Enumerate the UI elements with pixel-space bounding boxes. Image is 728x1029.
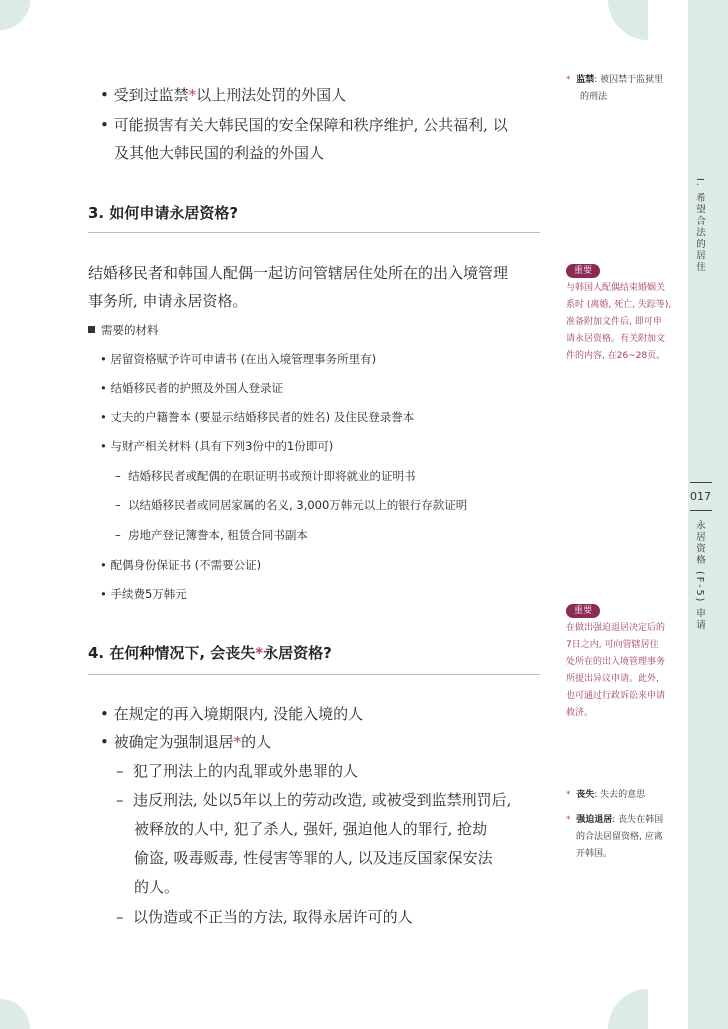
sub-item-text: 以伪造或不正当的方法, 取得永居许可的人 bbox=[133, 908, 413, 926]
important-badge: 重要 bbox=[566, 604, 600, 618]
material-sub-item: – 房地产登记簿誊本, 租赁合同书副本 bbox=[115, 528, 308, 542]
sub-item-text: 犯了刑法上的内乱罪或外患罪的人 bbox=[133, 762, 359, 780]
page-number: 017 bbox=[690, 490, 711, 503]
section-divider bbox=[88, 674, 540, 675]
footnote-star: * bbox=[566, 790, 571, 800]
paragraph-line: 事务所, 申请永居资格。 bbox=[88, 292, 248, 310]
sub-item-continuation: 被释放的人中, 犯了杀人, 强奸, 强迫他人的罪行, 抢劫 bbox=[134, 820, 488, 838]
sub-item: – 违反刑法, 处以5年以上的劳动改造, 或被受到监禁刑罚后, bbox=[116, 791, 512, 809]
sidebar-divider bbox=[690, 510, 712, 511]
bullet-text: 在规定的再入境期限内, 没能入境的人 bbox=[113, 705, 364, 723]
page-tab-decoration bbox=[608, 0, 648, 40]
sidebar-divider bbox=[690, 482, 712, 483]
footnote-star: * bbox=[233, 733, 242, 751]
bullet-text: 以上刑法处罚的外国人 bbox=[196, 86, 347, 104]
bullet-item: • 被确定为强制退居*的人 bbox=[100, 733, 272, 751]
bullet-text: 被确定为强制退居 bbox=[113, 733, 234, 751]
note-line: 7日之内, 可向管辖居住 bbox=[566, 640, 659, 650]
material-text: 居留资格赋予许可申请书 (在出入境管理事务所里有) bbox=[110, 352, 377, 366]
note-term: 丧失 bbox=[576, 790, 595, 800]
note-line: 件的内容, 在26~28页。 bbox=[566, 351, 666, 361]
material-item: • 丈夫的户籍誊本 (要显示结婚移民者的姓名) 及住民登录誊本 bbox=[100, 410, 415, 424]
note-line: 准备附加文件后, 即可申 bbox=[566, 317, 662, 327]
note-term: 监禁 bbox=[576, 75, 595, 85]
note-line: 也可通过行政诉讼来申请 bbox=[566, 691, 666, 701]
material-sub-item: – 结婚移民者或配偶的在职证明书或预计即将就业的证明书 bbox=[115, 469, 416, 483]
paragraph-line: 结婚移民者和韩国人配偶一起访问管辖居住处所在的出入境管理 bbox=[88, 264, 509, 282]
margin-note-important bbox=[566, 280, 686, 365]
note-line: 所提出异议申请。此外, bbox=[566, 674, 659, 684]
bullet-item: • 受到过监禁*以上刑法处罚的外国人 bbox=[100, 86, 347, 104]
note-text: : 丧失在韩国 bbox=[612, 815, 664, 825]
note-term: 强迫退居 bbox=[576, 815, 613, 825]
material-item: • 手续费5万韩元 bbox=[100, 587, 187, 601]
page-corner-decoration bbox=[0, 0, 30, 30]
materials-header bbox=[88, 322, 159, 338]
sub-item-text: 以结婚移民者或同居家属的名义, 3,000万韩元以上的银行存款证明 bbox=[128, 498, 468, 512]
footnote-star: * bbox=[188, 86, 197, 104]
footnote-star: * bbox=[255, 644, 264, 662]
material-text: 配偶身份保证书 (不需要公证) bbox=[110, 558, 262, 572]
material-item: • 与财产相关材料 (具有下列3份中的1份即可) bbox=[100, 439, 334, 453]
heading-text: 4. 在何种情况下, 会丧失 bbox=[88, 644, 256, 662]
sub-item-text: 结婚移民者或配偶的在职证明书或预计即将就业的证明书 bbox=[128, 469, 416, 483]
note-text: 的刑法 bbox=[580, 92, 608, 102]
square-bullet-icon bbox=[88, 326, 95, 333]
material-item: • 结婚移民者的护照及外国人登录证 bbox=[100, 381, 283, 395]
margin-note-qiangpo bbox=[566, 812, 686, 863]
heading-text: 永居资格? bbox=[263, 644, 332, 662]
materials-header-text: 需要的材料 bbox=[101, 323, 159, 337]
note-line: 在做出强迫退居决定后的 bbox=[566, 623, 666, 633]
material-sub-item: – 以结婚移民者或同居家属的名义, 3,000万韩元以上的银行存款证明 bbox=[115, 498, 468, 512]
section-divider bbox=[88, 232, 540, 233]
note-line: 救济。 bbox=[566, 708, 594, 718]
bullet-item: • 可能损害有关大韩民国的安全保障和秩序维护, 公共福利, 以 bbox=[100, 116, 508, 134]
sub-item-text: 房地产登记簿誊本, 租赁合同书副本 bbox=[128, 528, 308, 542]
material-item: • 居留资格赋予许可申请书 (在出入境管理事务所里有) bbox=[100, 352, 377, 366]
note-text: 开韩国。 bbox=[576, 849, 613, 859]
note-text: : 被囚禁于监狱里 bbox=[594, 75, 664, 85]
page-tab-decoration bbox=[608, 989, 648, 1029]
important-badge: 重要 bbox=[566, 264, 600, 278]
chapter-label: I. 希望合法的居住 bbox=[694, 178, 705, 274]
margin-note-important bbox=[566, 620, 686, 722]
sub-item-text: 违反刑法, 处以5年以上的劳动改造, 或被受到监禁刑罚后, bbox=[133, 791, 512, 809]
material-text: 与财产相关材料 (具有下列3份中的1份即可) bbox=[110, 439, 334, 453]
section-heading: 3. 如何申请永居资格? bbox=[88, 204, 239, 222]
footnote-star: * bbox=[566, 815, 571, 825]
section-heading bbox=[88, 642, 332, 663]
note-line: 处所在的出入境管理事务 bbox=[566, 657, 666, 667]
margin-note-jianjin bbox=[566, 72, 681, 106]
note-line: 与韩国人配偶结束婚姻关 bbox=[566, 283, 666, 293]
bullet-continuation: 及其他大韩民国的利益的外国人 bbox=[114, 144, 325, 162]
note-line: 请永居资格。有关附加文 bbox=[566, 334, 666, 344]
bullet-text: 可能损害有关大韩民国的安全保障和秩序维护, 公共福利, 以 bbox=[113, 116, 508, 134]
material-text: 丈夫的户籍誊本 (要显示结婚移民者的姓名) 及住民登录誊本 bbox=[110, 410, 415, 424]
page-corner-decoration bbox=[0, 999, 30, 1029]
note-line: 系时 (离婚, 死亡, 失踪等), bbox=[566, 300, 672, 310]
bullet-text: 的人 bbox=[241, 733, 272, 751]
material-text: 结婚移民者的护照及外国人登录证 bbox=[110, 381, 283, 395]
margin-note-sangshi bbox=[566, 787, 686, 804]
sub-item: – 以伪造或不正当的方法, 取得永居许可的人 bbox=[116, 908, 413, 926]
material-item: • 配偶身份保证书 (不需要公证) bbox=[100, 558, 262, 572]
sub-item-continuation: 的人。 bbox=[134, 878, 180, 896]
note-text: : 失去的意思 bbox=[594, 790, 646, 800]
bullet-text: 受到过监禁 bbox=[113, 86, 189, 104]
note-text: 的合法居留资格, 应离 bbox=[576, 832, 663, 842]
sub-item-continuation: 偷盗, 吸毒贩毒, 性侵害等罪的人, 以及违反国家保安法 bbox=[134, 849, 493, 867]
bullet-item: • 在规定的再入境期限内, 没能入境的人 bbox=[100, 705, 364, 723]
material-text: 手续费5万韩元 bbox=[110, 587, 187, 601]
sub-item: – 犯了刑法上的内乱罪或外患罪的人 bbox=[116, 762, 359, 780]
section-label: 永居资格 (F-5) 申请 bbox=[694, 520, 705, 632]
footnote-star: * bbox=[566, 75, 571, 85]
